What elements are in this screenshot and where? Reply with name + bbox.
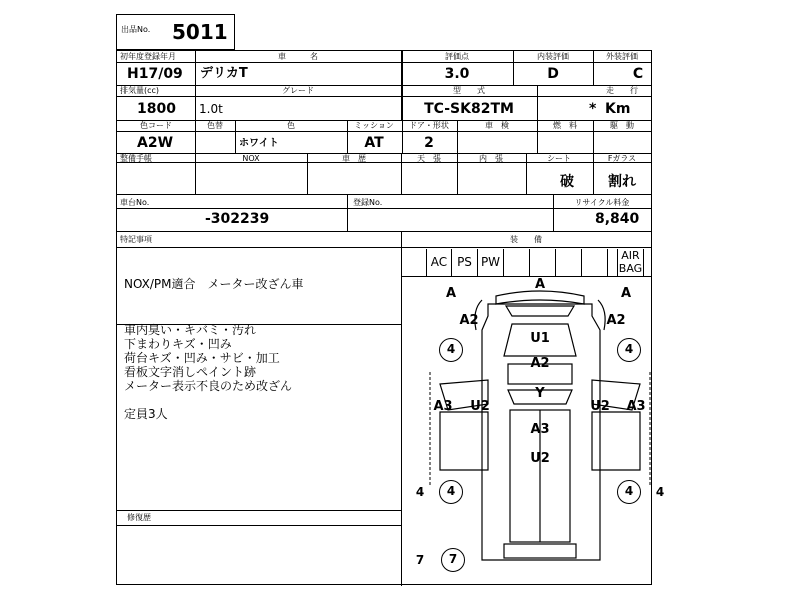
rear-bumper — [504, 544, 576, 558]
equipment-airbag: AIR BAG — [618, 249, 643, 275]
mission-label: ミッション — [354, 121, 394, 130]
mark-a2-roof: A2 — [530, 356, 550, 371]
equipment-slot-8 — [608, 249, 618, 276]
notes-line-2: 車内臭い・キバミ・汚れ — [124, 323, 257, 337]
color-value: ホワイト — [239, 138, 279, 149]
car-name-label: 車 名 — [278, 52, 318, 61]
grade-label: グレード — [282, 86, 314, 95]
tire-rear-right-outer: 4 — [655, 485, 665, 499]
seat-value: 破 — [560, 174, 574, 190]
door-label: ドア・形状 — [409, 121, 449, 130]
right-bed-side — [592, 412, 640, 470]
f-glass-value: 割れ — [608, 174, 636, 190]
roof-label: 天 張 — [417, 154, 441, 163]
first-reg-value: H17/09 — [127, 66, 183, 82]
grade-value: 1.0t — [199, 102, 223, 116]
car-name-value: デリカT — [200, 66, 248, 81]
mission-value: AT — [364, 135, 384, 151]
interior-label: 内装評価 — [537, 52, 569, 61]
repair-header: 修復歴 — [127, 513, 151, 522]
f-glass-label: Fガラス — [607, 154, 637, 163]
recycle-label: リサイクル料金 — [574, 198, 630, 207]
drive-label: 駆 動 — [610, 121, 634, 130]
right-fender — [598, 300, 605, 330]
spare-tire-icon: 7 — [441, 548, 465, 572]
left-bed-side — [440, 412, 488, 470]
equipment-slot-7 — [582, 249, 608, 276]
mark-u2-left: U2 — [470, 399, 490, 414]
score-value: 3.0 — [444, 66, 470, 82]
mark-a3-left: A3 — [433, 399, 453, 414]
notes-line-6: メーター表示不良のため改ざん — [124, 379, 293, 393]
history-label: 車 歴 — [342, 154, 366, 163]
first-reg-label: 初年度登録年月 — [120, 52, 176, 61]
model-value: TC-SK82TM — [424, 101, 514, 117]
mileage-label: 走 行 — [606, 86, 638, 95]
color-code-value: A2W — [137, 135, 174, 151]
equipment-slot-4 — [504, 249, 530, 276]
mark-a2-left: A2 — [459, 313, 479, 328]
tire-rear-left-outer: 4 — [415, 485, 425, 499]
wheel-front-right-icon: 4 — [617, 338, 641, 362]
mileage-unit: Km — [605, 101, 631, 117]
equipment-ps: PS — [452, 249, 478, 276]
equipment-grid — [400, 249, 652, 277]
equipment-slot-5 — [530, 249, 556, 276]
notes-line-3: 下まわりキズ・凹み — [124, 337, 232, 351]
door-value: 2 — [424, 135, 434, 151]
notes-line-5: 看板文字消しペイント跡 — [124, 365, 257, 379]
chassis-label: 車台No. — [120, 198, 150, 207]
wheel-rear-left-icon: 4 — [439, 480, 463, 504]
color-label: 色 — [287, 121, 295, 130]
nox-label: NOX — [242, 154, 260, 163]
model-label: 型 式 — [453, 86, 485, 95]
fuel-label: 燃 料 — [553, 121, 577, 130]
equipment-ac: AC — [426, 249, 452, 276]
manual-label: 整備手帳 — [120, 154, 152, 163]
mark-a-front-right: A — [620, 286, 632, 301]
wheel-rear-right-icon: 4 — [617, 480, 641, 504]
recycle-value: 8,840 — [595, 211, 640, 227]
color-change-label: 色替 — [207, 121, 223, 130]
notes-header: 特記事項 — [120, 235, 152, 244]
color-code-label: 色コード — [140, 121, 172, 130]
lot-box — [116, 14, 235, 50]
interior-value: D — [547, 66, 559, 82]
interior-lining-label: 内 張 — [479, 154, 503, 163]
mark-u1-roof: U1 — [530, 331, 550, 346]
notes-capacity: 定員3人 — [124, 407, 168, 421]
lot-number: 5011 — [172, 20, 228, 44]
equipment-slot-6 — [556, 249, 582, 276]
mark-a2-right: A2 — [606, 313, 626, 328]
mileage-value: * — [589, 101, 597, 117]
chassis-value: -302239 — [205, 211, 270, 227]
exterior-label: 外装評価 — [606, 52, 638, 61]
mark-a3-right: A3 — [626, 399, 646, 414]
seat-label: シート — [547, 154, 571, 163]
notes-line-4: 荷台キズ・凹み・サビ・加工 — [124, 351, 280, 365]
exterior-value: C — [632, 66, 644, 82]
equipment-pw: PW — [478, 249, 504, 276]
equipment-header: 装 備 — [510, 235, 542, 244]
mark-a-front-left: A — [445, 286, 457, 301]
mark-y-rear-cab: Y — [535, 386, 545, 401]
mark-u2-bed: U2 — [530, 451, 550, 466]
displacement-label: 排気量(cc) — [120, 86, 160, 95]
lot-label: 出品No. — [121, 25, 151, 34]
wheel-front-left-icon: 4 — [439, 338, 463, 362]
mark-a-front-center: A — [534, 277, 546, 292]
notes-line-1: NOX/PM適合 メーター改ざん車 — [124, 277, 304, 291]
score-label: 評価点 — [445, 52, 469, 61]
displacement-value: 1800 — [137, 101, 176, 117]
reg-no-label: 登録No. — [353, 198, 383, 207]
hood — [506, 306, 574, 316]
mark-u2-right: U2 — [590, 399, 610, 414]
mark-a3-bed: A3 — [530, 422, 550, 437]
spare-tire-outer: 7 — [415, 553, 425, 567]
inspection-label: 車 検 — [485, 121, 509, 130]
